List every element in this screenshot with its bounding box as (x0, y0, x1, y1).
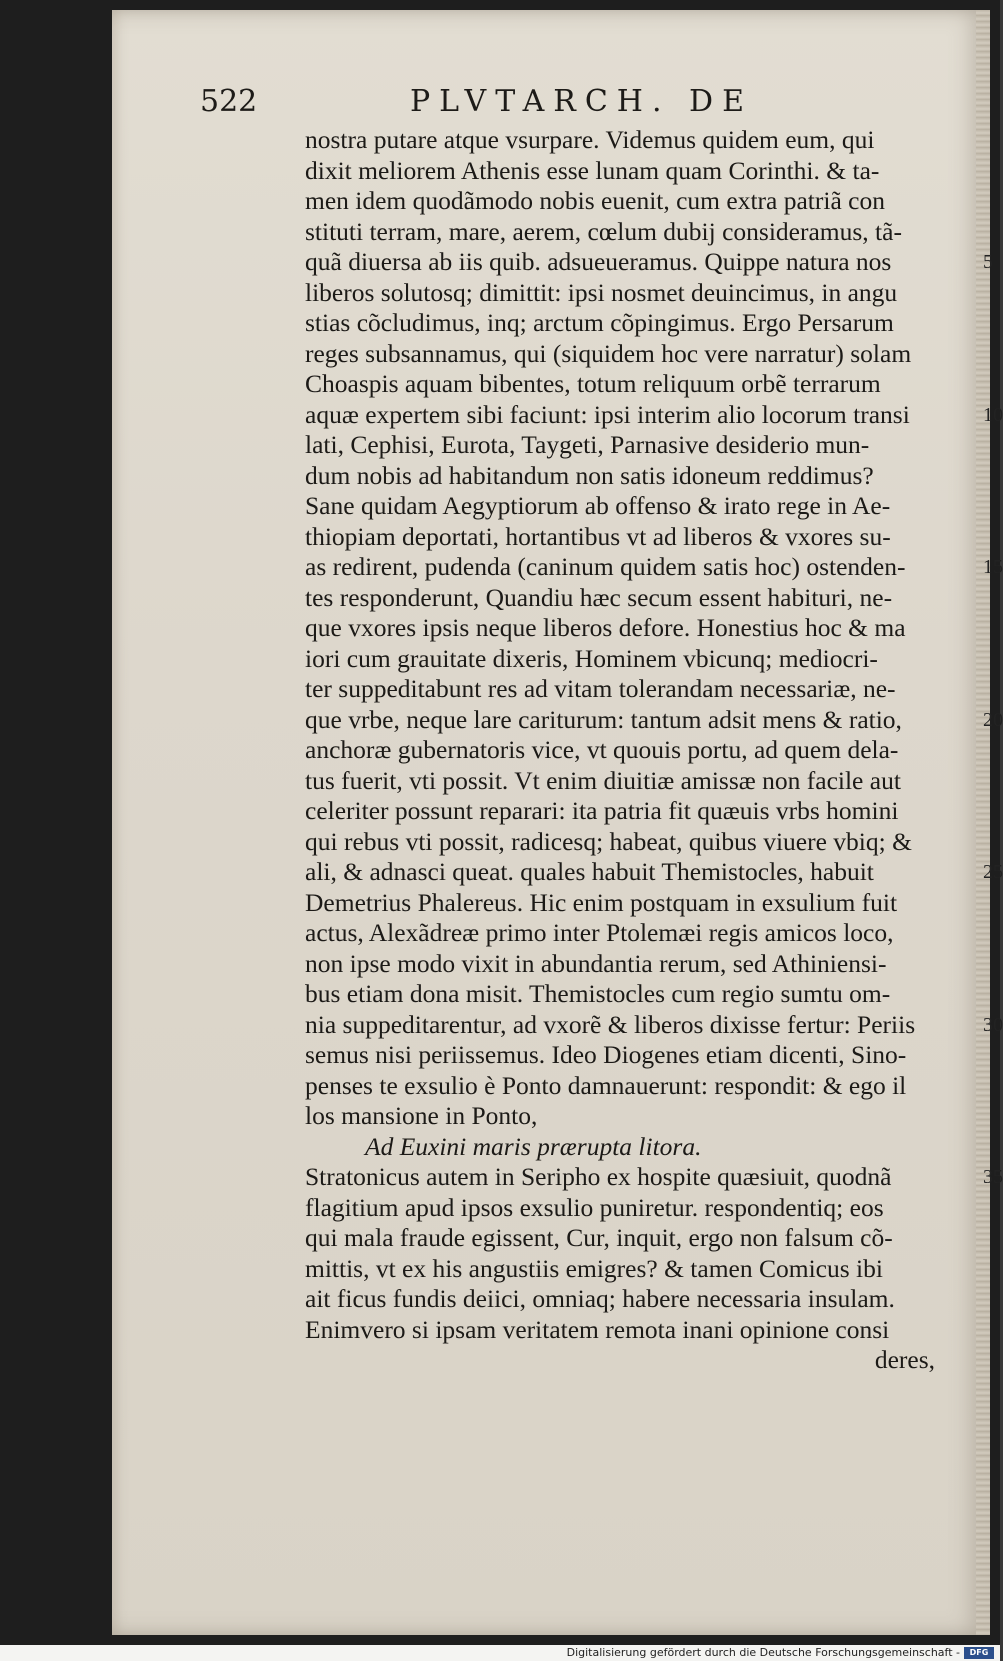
line-text: ait ficus fundis deiici, omniaq; habere necessaria insulam. (305, 1284, 895, 1313)
line-text: Demetrius Phalereus. Hic enim postquam in exsulium fuit (305, 887, 898, 917)
text-line (305, 979, 970, 1010)
line-text: que vxores ipsis neque liberos defore. Honestius hoc & ma (305, 613, 906, 642)
text-line (305, 1009, 1003, 1041)
text-line (305, 1223, 970, 1254)
line-text: celeriter possunt reparari: ita patria fit quæuis vrbs homini (305, 796, 899, 825)
line-text: anchoræ gubernatoris vice, vt quouis portu, ad quem dela- (305, 735, 899, 764)
catchword (305, 1345, 970, 1376)
line-text: bus etiam dona misit. Themistocles cum regio sumtu om- (305, 979, 891, 1008)
line-text: thiopiam deportati, hortantibus vt ad liberos & vxores su- (305, 521, 891, 551)
text-line (305, 1101, 970, 1132)
line-text: iori cum grauitate dixeris, Hominem vbicunq; mediocri- (305, 643, 878, 673)
text-line (305, 339, 970, 370)
verse-line (305, 1132, 970, 1163)
line-text: stituti terram, mare, aerem, cœlum dubij consideramus, tã- (305, 216, 902, 246)
text-line (305, 1284, 970, 1315)
line-text: reges subsannamus, qui (siquidem hoc vere narratur) solam (305, 338, 912, 368)
running-title: PLVTARCH. DE (410, 84, 753, 119)
text-line (305, 1040, 970, 1071)
line-text: Ad Euxini maris prærupta litora. (365, 1131, 702, 1161)
line-text: qui rebus vti possit, radicesq; habeat, quibus viuere vbiq; & (305, 826, 912, 856)
line-text: dum nobis ad habitandum non satis idoneum reddimus? (305, 460, 874, 490)
text-line (305, 125, 970, 156)
line-text: stias cõcludimus, inq; arctum cõpingimus. Ergo Persarum (305, 308, 894, 337)
text-line (305, 1315, 970, 1346)
text-line (305, 674, 970, 705)
text-line (305, 613, 970, 644)
line-text: Enimvero si ipsam veritatem remota inani opinione consi (305, 1314, 890, 1344)
footer-bar (0, 1645, 1000, 1661)
line-number: 25 (983, 861, 1003, 883)
line-text: non ipse modo vixit in abundantia rerum, sed Athiniensi- (305, 948, 887, 978)
text-line (305, 1071, 970, 1102)
text-line (305, 735, 970, 766)
text-line (305, 918, 970, 949)
line-number: 15 (983, 556, 1003, 578)
text-line (305, 278, 970, 309)
line-text: tus fuerit, vti possit. Vt enim diuitiæ amissæ non facile aut (305, 765, 901, 795)
line-text: nia suppeditarentur, ad vxorẽ & liberos dixisse fertur: Periis (305, 1009, 916, 1039)
text-line (305, 704, 1003, 736)
line-number: 5 (983, 251, 993, 273)
text-line (305, 888, 970, 919)
line-number: 35 (983, 1166, 1003, 1188)
line-text: lati, Cephisi, Eurota, Taygeti, Parnasive desiderio mun- (305, 430, 870, 459)
line-text: los mansione in Ponto, (305, 1101, 538, 1130)
line-number: 20 (983, 708, 1003, 731)
line-text: Stratonicus autem in Seripho ex hospite quæsiuit, quodnã (305, 1162, 892, 1191)
text-line (305, 1254, 970, 1285)
page-number: 522 (200, 84, 258, 119)
line-number: 10 (983, 403, 1003, 426)
text-line (305, 308, 970, 339)
text-line (305, 552, 1003, 583)
line-text: as redirent, pudenda (caninum quidem satis hoc) ostenden- (305, 552, 906, 581)
line-text: ali, & adnasci queat. quales habuit Themistocles, habuit (305, 857, 874, 886)
text-line (305, 491, 970, 522)
text-line (305, 461, 970, 492)
line-text: flagitium apud ipsos exsulio puniretur. respondentiq; eos (305, 1192, 884, 1222)
text-line (305, 1193, 970, 1224)
text-line (305, 827, 970, 858)
text-line (305, 369, 970, 400)
text-line (305, 217, 970, 248)
text-block (305, 125, 1003, 1376)
text-line (305, 644, 970, 675)
line-text: ter suppeditabunt res ad vitam tolerandam necessariæ, ne- (305, 674, 896, 703)
text-line (305, 583, 970, 614)
text-line (305, 949, 970, 980)
line-text: Choaspis aquam bibentes, totum reliquum orbẽ terrarum (305, 369, 881, 398)
text-line (305, 857, 1003, 888)
line-text: mittis, vt ex his angustiis emigres? & tamen Comicus ibi (305, 1253, 883, 1283)
text-line (305, 399, 1003, 431)
text-line (305, 156, 970, 187)
line-text: semus nisi periissemus. Ideo Diogenes etiam dicenti, Sino- (305, 1040, 907, 1069)
line-text: penses te exsulio è Ponto damnauerunt: respondit: & ego il (305, 1070, 907, 1100)
text-line (305, 766, 970, 797)
text-line (305, 430, 970, 461)
line-text: dixit meliorem Athenis esse lunam quam Corinthi. & ta- (305, 155, 880, 185)
dfg-logo: DFG (964, 1647, 994, 1659)
line-text: actus, Alexãdreæ primo inter Ptolemæi regis amicos loco, (305, 918, 894, 947)
line-text: aquæ expertem sibi faciunt: ipsi interim alio locorum transi (305, 399, 910, 429)
line-text: que vrbe, neque lare cariturum: tantum adsit mens & ratio, (305, 704, 902, 734)
text-line (305, 522, 970, 553)
line-text: Sane quidam Aegyptiorum ab offenso & irato rege in Ae- (305, 491, 891, 520)
footer-credit: Digitalisierung gefördert durch die Deutsche Forschungsgemeinschaft - (566, 1646, 960, 1659)
text-line (305, 796, 970, 827)
line-text: deres, (874, 1345, 935, 1374)
text-line (305, 247, 993, 278)
line-number: 30 (983, 1013, 1003, 1036)
text-line (305, 186, 970, 217)
line-text: liberos solutosq; dimittit: ipsi nosmet deuincimus, in angu (305, 277, 898, 307)
line-text: tes responderunt, Quandiu hæc secum essent habituri, ne- (305, 582, 893, 612)
line-text: qui mala fraude egissent, Cur, inquit, ergo non falsum cõ- (305, 1223, 893, 1252)
running-head (200, 80, 820, 124)
line-text: nostra putare atque vsurpare. Videmus quidem eum, qui (305, 125, 875, 154)
text-line (305, 1162, 1003, 1193)
line-text: men idem quodãmodo nobis euenit, cum extra patriã con (305, 186, 885, 215)
line-text: quã diuersa ab iis quib. adsueueramus. Quippe natura nos (305, 247, 892, 276)
